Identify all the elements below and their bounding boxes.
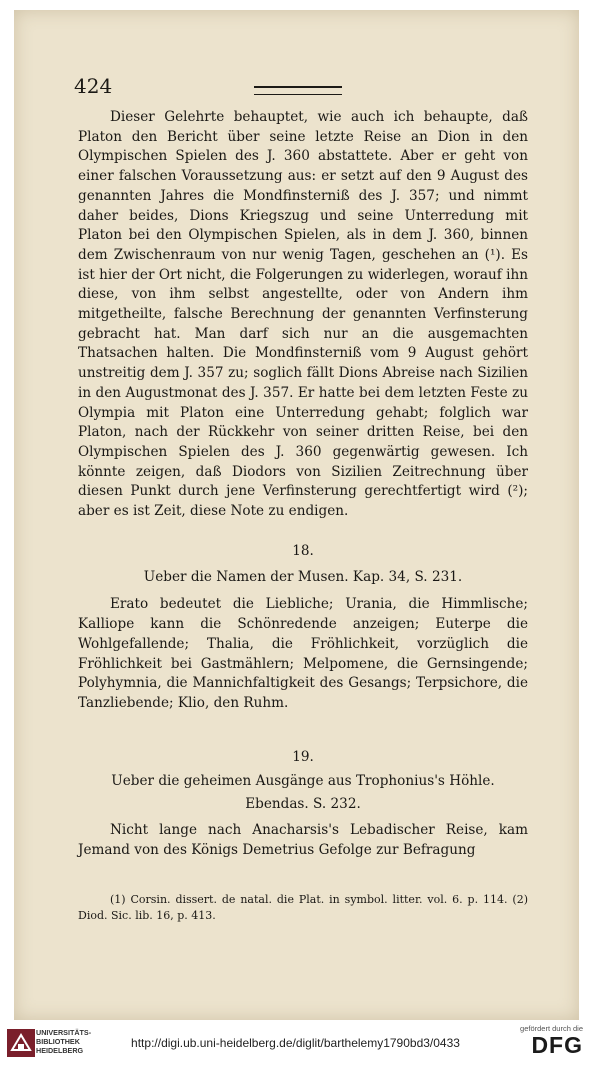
section-19-number: 19. [292,749,314,765]
header-rule [254,86,342,95]
section-19-text: Nicht lange nach Anacharsis's Lebadischer Reise, kam Jemand von des Königs Demetrius Gefolge zur Befragung [78,822,528,858]
library-name-line-2: BIBLIOTHEK [36,1037,80,1046]
dfg-logo: DFG [531,1032,583,1058]
main-text [78,108,528,522]
section-18-text: Erato bedeutet die Liebliche; Urania, die Himmlische; Kalliope kann die Schönredende anzeigen; Euterpe die Wohlgefallende; Thalia, die Fröhlichkeit, vorzüglich die Fröhlichkeit bei Gastmählern; Melpomene, die Gernsingende; Polyhymnia, die Mannichfaltigkeit des Gesangs; Terpsichore, die Tanzliebende; Klio, den Ruhm. [78,596,528,711]
section-19-subheading: Ebendas. S. 232. [245,796,361,813]
section-18-heading: Ueber die Namen der Musen. Kap. 34, S. 231. [143,568,463,585]
footer-bar [0,1022,591,1067]
section-19-heading: Ueber die geheimen Ausgänge aus Trophonius's Höhle. [111,772,495,789]
library-name-line-1: UNIVERSITÄTS- [36,1028,92,1037]
section-18 [78,542,528,714]
library-name-line-3: HEIDELBERG [36,1046,84,1055]
footnote-text: (1) Corsin. dissert. de natal. die Plat. in symbol. litter. vol. 6. p. 114. (2) Diod. Sic. lib. 16, p. 413. [78,893,528,922]
paragraph-1: Dieser Gelehrte behauptet, wie auch ich behaupte, daß Platon den Bericht über seine letzte Reise an Dion in den Olympischen Spielen des J. 360 abstattete. Aber er geht von einer falschen Voraussetzung aus: er setzt auf den 9 August des genannten Jahres die Mondfinsterniß des J. 357; und nimmt daher beides, Dions Kriegszug und seine Unterredung mit Platon bei den Olympischen Spielen, als in dem J. 360, binnen dem Zwischenraum von nur wenig Tagen, geschehen an (¹). Es ist hier der Ort nicht, die Folgerungen zu widerlegen, worauf ihn diese, von ihm selbst angestellte, oder von Andern ihm mitgetheilte, falsche Berechnung der genannten Verfinsterung gebracht hat. Man darf sich nur an die ausgemachten Thatsachen halten. Die Mondfinsterniß vom 9 August gehört unstreitig dem J. 357 zu; soglich fällt Dions Abreise nach Sizilien in den Augustmonat des J. 357. Er hatte bei dem letzten Feste zu Olympia mit Platon eine Unterredung gehabt; folglich war Platon, nach der Rückkehr von seiner dritten Reise, bei den Olympischen Spielen des J. 360 gegenwärtig gewesen. Ich könnte zeigen, daß Diodors von Sizilien Zeitrechnung über diesen Punkt durch jene Verfinsterung gerechtfertigt wird (²); aber es ist Zeit, diese Note zu endigen. [78,109,528,520]
page-url-link[interactable]: http://digi.ub.uni-heidelberg.de/diglit/barthelemy1790bd3/0433 [131,1036,460,1050]
funding-note: gefördert durch die [520,1024,583,1033]
footnotes [78,892,528,924]
section-19 [78,748,528,861]
section-18-number: 18. [292,543,314,559]
page-number: 424 [74,74,113,98]
scanned-page [14,10,579,1020]
